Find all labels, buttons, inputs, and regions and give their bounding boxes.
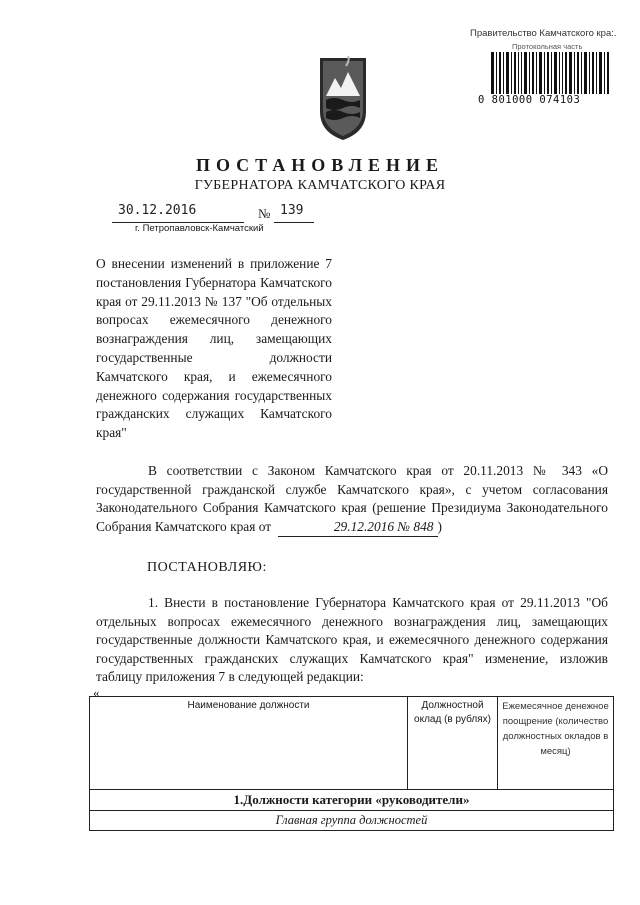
- table-header-row: [90, 697, 614, 790]
- preamble-paragraph: [96, 462, 608, 537]
- handwritten-decision-ref: 29.12.2016 № 848: [278, 518, 438, 538]
- number-label: №: [258, 206, 271, 221]
- document-city: г. Петропавловск-Камчатский: [135, 223, 264, 234]
- document-issuer: ГУБЕРНАТОРА КАМЧАТСКОГО КРАЯ: [194, 178, 446, 193]
- section-heading: 1.Должности категории «руководители»: [90, 790, 614, 811]
- document-date: 30.12.2016: [118, 203, 197, 218]
- preamble-end: ): [437, 518, 442, 534]
- barcode-number: 0 801000 074103: [478, 94, 581, 106]
- kamchatka-emblem-icon: [318, 56, 368, 142]
- header-salary: Должностной оклад (в рублях): [408, 697, 498, 790]
- salary-table: [89, 696, 614, 831]
- header-bonus: Ежемесячное денежное поощрение (количество должностных окладов в месяц): [498, 697, 614, 790]
- barcode-icon: [491, 52, 609, 94]
- preamble-text: В соответствии с Законом Камчатского края от 20.11.2013 № 343 «О государственной гражданской службе Камчатского края», с учетом согласования Законодательного Собрания Камчатского края (решение Президиума Законодательного Собрания Камчатского края от: [96, 463, 608, 534]
- number-underline: [274, 222, 314, 223]
- document-title: ПОСТАНОВЛЕНИЕ: [195, 155, 445, 175]
- registration-stamp-organization: Правительство Камчатского кра:.: [470, 28, 617, 39]
- clause-1-paragraph: 1. Внести в постановление Губернатора Камчатского края от 29.11.2013 "Об отдельных вопросах ежемесячного денежного вознаграждения лиц, замещающих государственные должности Камчатского края, и ежемесячного денежного содержания государственных гражданских служащих Камчатского края" изменение, изложив таблицу приложения 7 в следующей редакции:: [96, 595, 608, 685]
- registration-stamp-section: Протокольная часть: [512, 42, 583, 51]
- document-number: 139: [280, 203, 304, 218]
- header-position-name: Наименование должности: [90, 697, 408, 790]
- document-subject: О внесении изменений в приложение 7 постановления Губернатора Камчатского края от 29.11.2013 № 137 "Об отдельных вопросах ежемесячного денежного вознаграждения лиц, замещающих государственные должности Камчатского края, и ежемесячного денежного содержания государственных гражданских служащих Камчатского края": [96, 256, 332, 441]
- open-quote: «: [93, 685, 100, 700]
- resolve-heading: ПОСТАНОВЛЯЮ:: [147, 560, 267, 575]
- table-row: [90, 811, 614, 831]
- table-row: [90, 790, 614, 811]
- group-heading: Главная группа должностей: [90, 811, 614, 831]
